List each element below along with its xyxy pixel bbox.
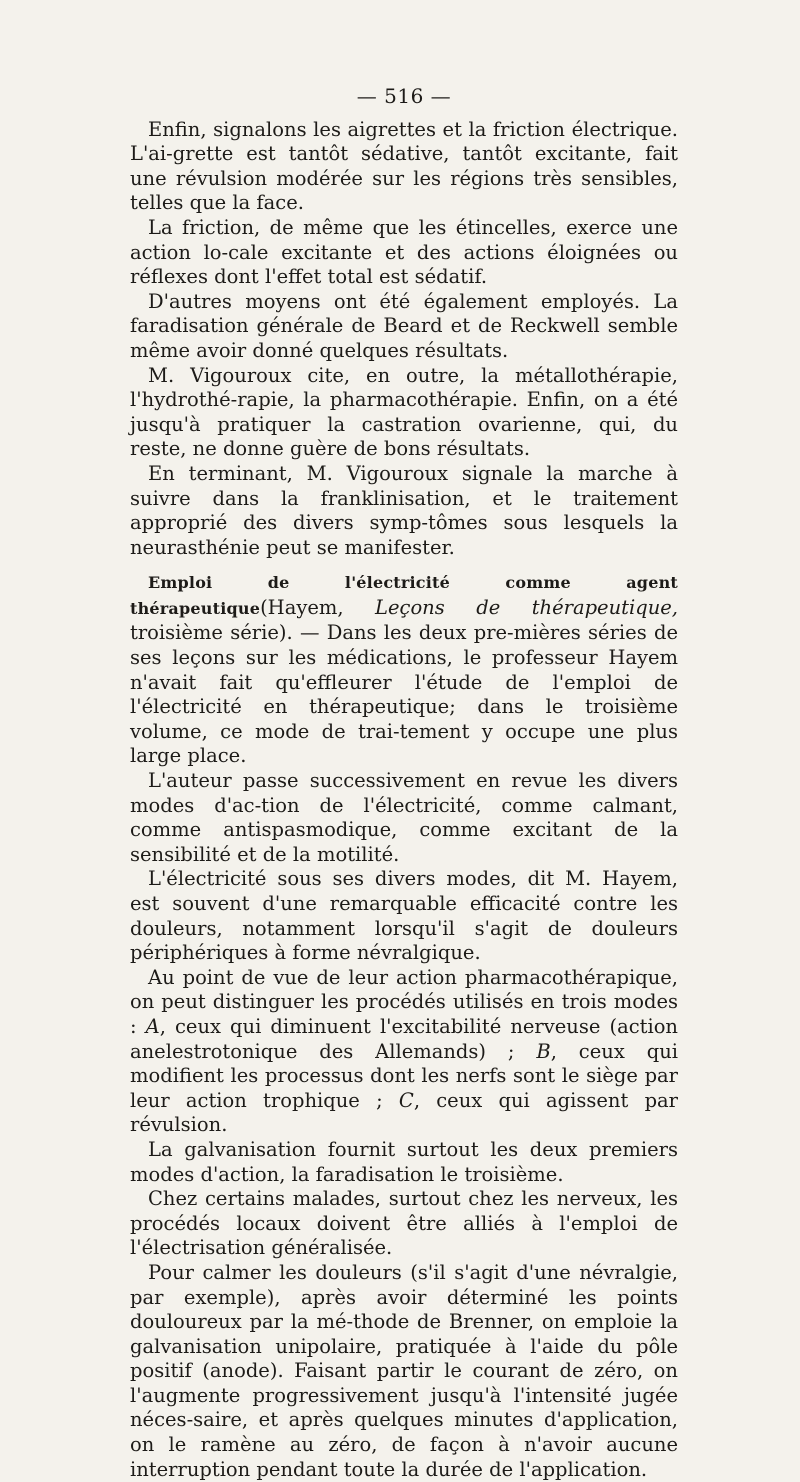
paragraph-aigrettes: Enfin, signalons les aigrettes et la friction électrique. L'ai-grette est tantôt sédative, tantôt excitante, fait une révulsion modérée sur les régions très sensibles, telles que la face. — [130, 117, 678, 215]
book-page — [130, 84, 678, 1482]
paragraph-malades: Chez certains malades, surtout chez les nerveux, les procédés locaux doivent être alliés à l'emploi de l'électrisation généralisée. — [130, 1187, 678, 1260]
paragraph-hayem: L'électricité sous ses divers modes, dit M. Hayem, est souvent d'une remarquable efficacité contre les douleurs, notamment lorsqu'il s'agit de douleurs périphériques à forme névralgique. — [130, 867, 678, 965]
paragraph-friction: La friction, de même que les étincelles, exerce une action lo-cale excitante et des actions éloignées ou réflexes dont l'effet total est sédatif. — [130, 215, 678, 289]
paragraph-galvanisation: La galvanisation fournit surtout les deux premiers modes d'action, la faradisation le troisième. — [130, 1137, 678, 1186]
mode-c: C — [398, 1088, 414, 1112]
mode-a: A — [145, 1014, 160, 1038]
section-source-text: troisième série). — Dans les deux pre-mières séries de ses leçons sur les médications, le professeur Hayem n'avait fait qu'effleurer l'étude de l'emploi de l'électricité en thérapeutique; dans le troisième volume, ce mode de trai-tement y occupe une plus large place. — [130, 621, 678, 768]
paragraph-autres-moyens: D'autres moyens ont été également employés. La faradisation générale de Beard et de Reckwell semble même avoir donné quelques résultats. — [130, 289, 678, 362]
page-number: — 516 — — [356, 84, 452, 108]
paragraph-auteur: L'auteur passe successivement en revue les divers modes d'ac-tion de l'électricité, comme calmant, comme antispasmodique, comme excitant de la sensibilité et de la motilité. — [130, 769, 678, 866]
modes-text-3: , ceux qui modifient les processus dont les nerfs sont le siège par leur action trophique ; — [130, 1039, 678, 1112]
mode-b: B — [536, 1039, 551, 1063]
paragraph-en-terminant: En terminant, M. Vigouroux signale la marche à suivre dans la franklinisation, et le traitement approprié des divers symp-tômes sous lesquels la neurasthénie peut se manifester. — [130, 461, 678, 559]
paragraph-vigouroux: M. Vigouroux cite, en outre, la métallothérapie, l'hydrothé-rapie, la pharmacothérapie. Enfin, on a été jusqu'à pratiquer la castration ovarienne, qui, du reste, ne donne guère de bons résultats. — [130, 363, 678, 461]
paragraph-trois-modes — [130, 966, 678, 1138]
modes-text-4: , ceux qui agissent par révulsion. — [130, 1088, 679, 1137]
section-emploi-electricite — [130, 570, 678, 769]
paragraph-douleurs: Pour calmer les douleurs (s'il s'agit d'une névralgie, par exemple), après avoir déterminé les points douloureux par la mé-thode de Brenner, on emploie la galvanisation unipolaire, pratiquée à l'aide du pôle positif (anode). Faisant partir le courant de zéro, on l'augmente progressivement jusqu'à l'intensité jugée néces-saire, et après quelques minutes d'application, on le ramène au zéro, de façon à n'avoir aucune interruption pendant toute la durée de l'application. — [130, 1260, 678, 1481]
section-author: (Hayem, — [260, 595, 344, 619]
section-source-title: Leçons de thérapeutique, — [375, 595, 679, 619]
modes-text-1: Au point de vue de leur action pharmacothérapique, on peut distinguer les procédés utilisés en trois modes : — [130, 965, 678, 1038]
modes-text-2: , ceux qui diminuent l'excitabilité nerveuse (action anelestrotonique des Allemands) ; — [130, 1014, 678, 1063]
section-heading: Emploi de l'électricité comme agent thérapeutique — [130, 573, 678, 618]
